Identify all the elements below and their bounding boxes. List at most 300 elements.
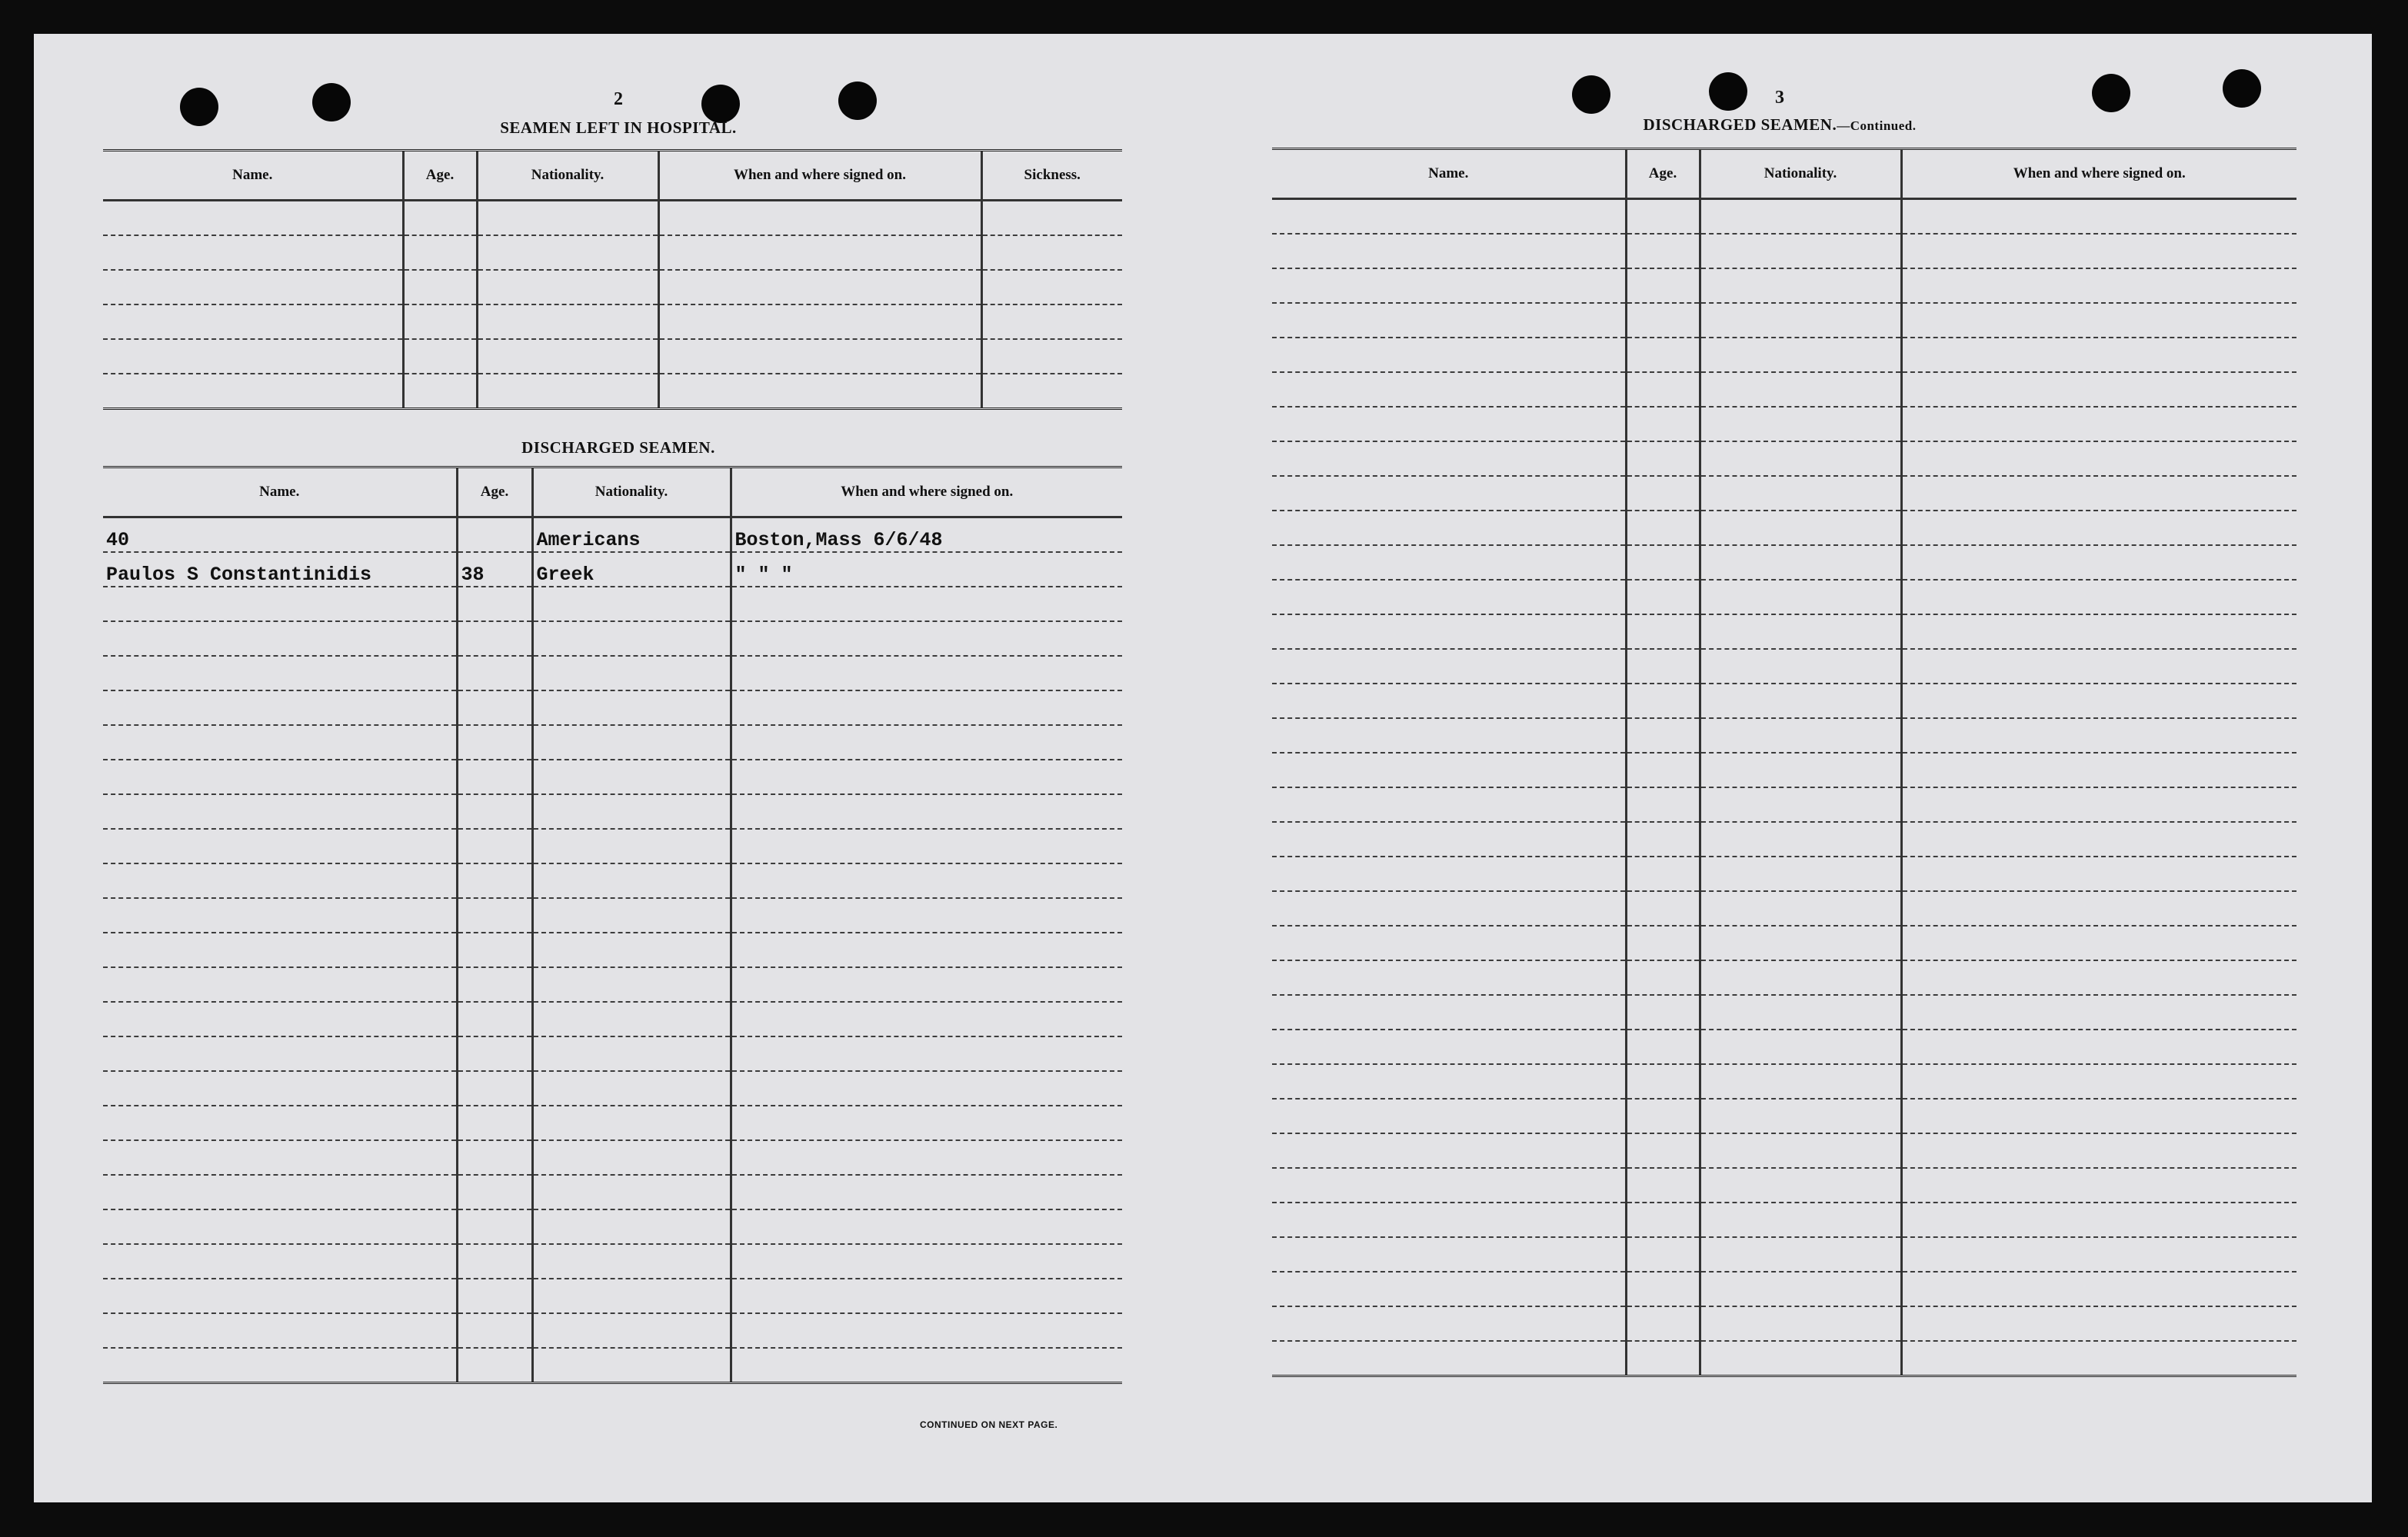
cell-age	[1626, 268, 1700, 303]
cell-age	[1626, 199, 1700, 235]
cell-nationality	[1700, 753, 1901, 787]
cell-signed-on	[731, 933, 1122, 967]
cell-name	[1272, 338, 1626, 372]
column-header-nationality: Nationality.	[532, 467, 731, 517]
cell-signed-on	[731, 1106, 1122, 1140]
cell-name	[1272, 1272, 1626, 1306]
table-row	[103, 794, 1122, 829]
table-row	[103, 1140, 1122, 1175]
hospital-table-body	[103, 201, 1122, 409]
cell-age	[1626, 476, 1700, 511]
discharged-table	[103, 466, 1122, 1384]
cell-signed-on	[1901, 303, 2296, 338]
cell-nationality	[1700, 891, 1901, 926]
cell-nationality	[532, 1036, 731, 1071]
cell-name	[103, 933, 457, 967]
cell-name	[103, 1244, 457, 1279]
cell-nationality	[1700, 303, 1901, 338]
cell-nationality	[1700, 787, 1901, 822]
right-section-title-suffix: —Continued.	[1837, 118, 1917, 133]
table-row	[1272, 1203, 2296, 1237]
cell-name	[1272, 649, 1626, 684]
cell-name: Paulos S Constantinidis	[103, 552, 457, 587]
cell-age	[1626, 1133, 1700, 1168]
table-row	[1272, 787, 2296, 822]
table-row	[1272, 926, 2296, 960]
cell-age	[403, 201, 477, 236]
cell-name	[1272, 476, 1626, 511]
table-row	[103, 898, 1122, 933]
cell-age	[1626, 407, 1700, 441]
table-row	[103, 1244, 1122, 1279]
cell-nationality	[477, 339, 658, 374]
cell-signed-on	[731, 1140, 1122, 1175]
cell-age	[1626, 1272, 1700, 1306]
cell-age	[403, 374, 477, 409]
cell-signed-on	[1901, 1203, 2296, 1237]
cell-nationality	[532, 1071, 731, 1106]
cell-age	[1626, 926, 1700, 960]
table-row	[1272, 753, 2296, 787]
cell-age	[1626, 787, 1700, 822]
table-row	[1272, 580, 2296, 614]
cell-nationality	[532, 760, 731, 794]
cell-signed-on	[1901, 1272, 2296, 1306]
cell-age	[1626, 857, 1700, 891]
cell-signed-on	[1901, 441, 2296, 476]
cell-name	[1272, 857, 1626, 891]
cell-name	[103, 1036, 457, 1071]
cell-nationality	[532, 1209, 731, 1244]
column-header-age: Age.	[1626, 149, 1700, 199]
cell-name	[1272, 1203, 1626, 1237]
column-header-signed-on: When and where signed on.	[731, 467, 1122, 517]
cell-signed-on	[731, 1175, 1122, 1209]
cell-signed-on	[1901, 511, 2296, 545]
cell-signed-on	[731, 1071, 1122, 1106]
cell-age	[1626, 372, 1700, 407]
cell-signed-on	[731, 656, 1122, 690]
cell-nationality	[1700, 1030, 1901, 1064]
cell-age	[1626, 649, 1700, 684]
table-row	[1272, 857, 2296, 891]
cell-nationality	[1700, 372, 1901, 407]
column-header-sickness: Sickness.	[981, 151, 1122, 201]
table-row	[1272, 891, 2296, 926]
table-row	[103, 339, 1122, 374]
cell-signed-on	[1901, 718, 2296, 753]
table-row	[1272, 268, 2296, 303]
cell-signed-on	[731, 863, 1122, 898]
cell-nationality	[1700, 407, 1901, 441]
cell-name	[103, 829, 457, 863]
cell-name	[103, 1279, 457, 1313]
cell-age	[1626, 960, 1700, 995]
cell-sickness	[981, 304, 1122, 339]
column-header-age: Age.	[457, 467, 532, 517]
cell-name	[103, 374, 403, 409]
cell-nationality	[1700, 960, 1901, 995]
table-row	[103, 1036, 1122, 1071]
table-row	[103, 201, 1122, 236]
cell-signed-on	[1901, 1306, 2296, 1341]
table-row	[103, 1348, 1122, 1383]
cell-age	[1626, 1099, 1700, 1133]
column-header-name: Name.	[103, 151, 403, 201]
cell-age	[1626, 1306, 1700, 1341]
cell-nationality	[532, 1348, 731, 1383]
cell-name: 40	[103, 517, 457, 553]
cell-age	[457, 1209, 532, 1244]
cell-name	[103, 725, 457, 760]
cell-signed-on	[731, 1279, 1122, 1313]
cell-name	[103, 1106, 457, 1140]
cell-name	[1272, 684, 1626, 718]
cell-nationality	[1700, 1203, 1901, 1237]
cell-nationality	[477, 304, 658, 339]
cell-signed-on	[1901, 857, 2296, 891]
cell-sickness	[981, 374, 1122, 409]
table-row	[103, 587, 1122, 621]
table-row	[103, 374, 1122, 409]
cell-signed-on	[731, 829, 1122, 863]
cell-age: 38	[457, 552, 532, 587]
cell-age	[457, 794, 532, 829]
cell-name	[103, 690, 457, 725]
cell-name	[1272, 1306, 1626, 1341]
cell-age	[457, 517, 532, 553]
cell-name	[103, 304, 403, 339]
cell-nationality	[1700, 1133, 1901, 1168]
cell-age	[403, 339, 477, 374]
table-row	[1272, 649, 2296, 684]
cell-nationality	[532, 1279, 731, 1313]
table-row	[103, 1279, 1122, 1313]
cell-age	[457, 656, 532, 690]
cell-name	[1272, 1064, 1626, 1099]
cell-age	[1626, 234, 1700, 268]
table-row	[1272, 372, 2296, 407]
cell-nationality	[1700, 234, 1901, 268]
cell-age	[1626, 753, 1700, 787]
cell-name	[1272, 1030, 1626, 1064]
table-row	[1272, 441, 2296, 476]
table-row	[1272, 1168, 2296, 1203]
cell-nationality	[532, 1244, 731, 1279]
punch-hole	[838, 82, 877, 120]
table-header-row	[103, 467, 1122, 517]
cell-age	[457, 1071, 532, 1106]
cell-name	[1272, 545, 1626, 580]
cell-age	[457, 725, 532, 760]
discharged-continued-table-body	[1272, 199, 2296, 1376]
cell-name	[1272, 303, 1626, 338]
cell-signed-on	[731, 794, 1122, 829]
cell-signed-on	[1901, 1133, 2296, 1168]
cell-sickness	[981, 235, 1122, 270]
cell-nationality	[1700, 1099, 1901, 1133]
column-header-name: Name.	[1272, 149, 1626, 199]
cell-signed-on	[658, 304, 981, 339]
cell-age	[1626, 995, 1700, 1030]
page-number: 2	[614, 89, 623, 109]
cell-age	[1626, 441, 1700, 476]
cell-age	[457, 1036, 532, 1071]
table-row	[1272, 476, 2296, 511]
cell-age	[1626, 822, 1700, 857]
scanned-document-spread	[34, 34, 2372, 1502]
column-header-name: Name.	[103, 467, 457, 517]
cell-name	[103, 235, 403, 270]
cell-signed-on	[1901, 787, 2296, 822]
table-row	[1272, 1133, 2296, 1168]
cell-sickness	[981, 339, 1122, 374]
cell-nationality	[1700, 1341, 1901, 1376]
discharged-table-body	[103, 517, 1122, 1383]
cell-nationality	[532, 690, 731, 725]
cell-nationality	[1700, 1064, 1901, 1099]
cell-age	[1626, 684, 1700, 718]
cell-age	[457, 1279, 532, 1313]
table-row	[103, 304, 1122, 339]
cell-age	[457, 1002, 532, 1036]
cell-signed-on	[1901, 822, 2296, 857]
cell-signed-on	[1901, 1341, 2296, 1376]
cell-nationality	[1700, 199, 1901, 235]
cell-name	[1272, 511, 1626, 545]
cell-nationality	[1700, 614, 1901, 649]
table-row	[103, 760, 1122, 794]
cell-name	[103, 1175, 457, 1209]
cell-nationality	[532, 621, 731, 656]
cell-signed-on	[1901, 372, 2296, 407]
table-row	[1272, 234, 2296, 268]
cell-name	[1272, 614, 1626, 649]
table-row	[1272, 995, 2296, 1030]
table-row	[103, 552, 1122, 587]
table-header-row	[103, 151, 1122, 201]
cell-signed-on	[1901, 649, 2296, 684]
cell-age	[403, 235, 477, 270]
punch-hole	[180, 88, 218, 126]
column-header-age: Age.	[403, 151, 477, 201]
cell-name	[1272, 580, 1626, 614]
discharged-section-title: DISCHARGED SEAMEN.	[521, 438, 715, 457]
cell-name	[103, 1002, 457, 1036]
punch-hole	[701, 85, 740, 123]
cell-name	[1272, 441, 1626, 476]
table-row	[103, 829, 1122, 863]
cell-name	[103, 967, 457, 1002]
cell-signed-on	[731, 1036, 1122, 1071]
cell-signed-on	[658, 339, 981, 374]
right-section-title	[1495, 115, 2064, 135]
table-row	[1272, 1272, 2296, 1306]
cell-signed-on	[731, 1348, 1122, 1383]
cell-signed-on	[731, 690, 1122, 725]
cell-name	[103, 587, 457, 621]
hospital-table	[103, 149, 1122, 410]
table-row	[103, 1313, 1122, 1348]
cell-signed-on	[1901, 1168, 2296, 1203]
table-row	[1272, 1237, 2296, 1272]
table-row	[1272, 338, 2296, 372]
punch-hole	[1709, 72, 1747, 111]
cell-name	[103, 863, 457, 898]
cell-nationality	[532, 829, 731, 863]
cell-nationality	[1700, 545, 1901, 580]
cell-signed-on	[1901, 268, 2296, 303]
cell-age	[457, 967, 532, 1002]
table-row	[103, 235, 1122, 270]
table-row	[1272, 1306, 2296, 1341]
right-section-title-text: DISCHARGED SEAMEN.	[1643, 115, 1837, 134]
cell-nationality	[1700, 511, 1901, 545]
cell-signed-on	[1901, 1099, 2296, 1133]
cell-signed-on	[1901, 545, 2296, 580]
cell-nationality	[1700, 1168, 1901, 1203]
cell-age	[1626, 1203, 1700, 1237]
cell-nationality	[532, 967, 731, 1002]
cell-signed-on	[1901, 476, 2296, 511]
cell-signed-on	[1901, 199, 2296, 235]
cell-signed-on	[1901, 1237, 2296, 1272]
cell-name	[1272, 1168, 1626, 1203]
cell-age	[1626, 1030, 1700, 1064]
cell-age	[457, 760, 532, 794]
cell-name	[103, 898, 457, 933]
cell-signed-on	[1901, 753, 2296, 787]
table-row	[103, 621, 1122, 656]
cell-name	[103, 339, 403, 374]
table-row	[103, 967, 1122, 1002]
cell-age	[1626, 614, 1700, 649]
cell-nationality	[1700, 684, 1901, 718]
cell-age	[457, 863, 532, 898]
cell-age	[1626, 580, 1700, 614]
cell-age	[403, 304, 477, 339]
cell-nationality	[532, 587, 731, 621]
cell-nationality	[532, 1175, 731, 1209]
cell-age	[457, 898, 532, 933]
cell-age	[1626, 1168, 1700, 1203]
cell-name	[1272, 407, 1626, 441]
cell-name	[1272, 1133, 1626, 1168]
cell-nationality	[1700, 649, 1901, 684]
table-row	[103, 1106, 1122, 1140]
cell-signed-on	[658, 374, 981, 409]
cell-name	[1272, 891, 1626, 926]
cell-name	[103, 1140, 457, 1175]
table-row	[103, 725, 1122, 760]
cell-signed-on	[731, 967, 1122, 1002]
table-row	[1272, 718, 2296, 753]
cell-nationality	[532, 1313, 731, 1348]
column-header-signed-on: When and where signed on.	[658, 151, 981, 201]
cell-name	[1272, 787, 1626, 822]
table-row	[103, 517, 1122, 553]
cell-name	[103, 1071, 457, 1106]
cell-name	[103, 621, 457, 656]
cell-nationality	[1700, 718, 1901, 753]
cell-age	[457, 1244, 532, 1279]
cell-nationality	[1700, 441, 1901, 476]
cell-signed-on	[1901, 338, 2296, 372]
page-number: 3	[1775, 88, 1784, 108]
cell-nationality	[477, 374, 658, 409]
table-row	[1272, 684, 2296, 718]
cell-signed-on	[1901, 926, 2296, 960]
cell-signed-on	[658, 270, 981, 304]
cell-nationality: Americans	[532, 517, 731, 553]
table-row	[1272, 545, 2296, 580]
cell-nationality	[1700, 268, 1901, 303]
table-row	[1272, 1030, 2296, 1064]
cell-nationality	[1700, 857, 1901, 891]
cell-age	[1626, 1237, 1700, 1272]
cell-signed-on	[1901, 995, 2296, 1030]
table-row	[1272, 1064, 2296, 1099]
table-row	[1272, 199, 2296, 235]
cell-age	[457, 1175, 532, 1209]
cell-signed-on	[731, 1209, 1122, 1244]
cell-name	[1272, 926, 1626, 960]
cell-nationality	[1700, 995, 1901, 1030]
cell-nationality	[1700, 580, 1901, 614]
cell-nationality	[1700, 1306, 1901, 1341]
cell-name	[103, 1348, 457, 1383]
cell-signed-on	[731, 621, 1122, 656]
table-row	[1272, 303, 2296, 338]
cell-age	[403, 270, 477, 304]
cell-age	[457, 1140, 532, 1175]
cell-name	[103, 1209, 457, 1244]
column-header-nationality: Nationality.	[477, 151, 658, 201]
hospital-section-title: SEAMEN LEFT IN HOSPITAL.	[500, 118, 737, 137]
column-header-nationality: Nationality.	[1700, 149, 1901, 199]
cell-name	[103, 201, 403, 236]
cell-age	[457, 1348, 532, 1383]
cell-nationality	[532, 725, 731, 760]
cell-signed-on	[731, 725, 1122, 760]
cell-nationality	[1700, 1237, 1901, 1272]
cell-signed-on	[731, 898, 1122, 933]
cell-nationality	[532, 1106, 731, 1140]
cell-nationality	[477, 235, 658, 270]
cell-age	[1626, 338, 1700, 372]
table-row	[103, 1209, 1122, 1244]
discharged-continued-table	[1272, 148, 2296, 1377]
cell-name	[1272, 822, 1626, 857]
punch-hole	[1572, 75, 1610, 114]
cell-name	[103, 760, 457, 794]
cell-age	[457, 587, 532, 621]
cell-name	[1272, 372, 1626, 407]
cell-name	[1272, 753, 1626, 787]
cell-nationality	[532, 656, 731, 690]
cell-signed-on	[731, 1313, 1122, 1348]
table-row	[1272, 511, 2296, 545]
cell-signed-on	[1901, 614, 2296, 649]
cell-name	[1272, 268, 1626, 303]
cell-age	[457, 621, 532, 656]
table-row	[103, 656, 1122, 690]
cell-signed-on	[731, 760, 1122, 794]
cell-signed-on	[658, 235, 981, 270]
continued-note: CONTINUED ON NEXT PAGE.	[920, 1419, 1058, 1430]
cell-age	[457, 829, 532, 863]
punch-hole	[2092, 74, 2130, 112]
